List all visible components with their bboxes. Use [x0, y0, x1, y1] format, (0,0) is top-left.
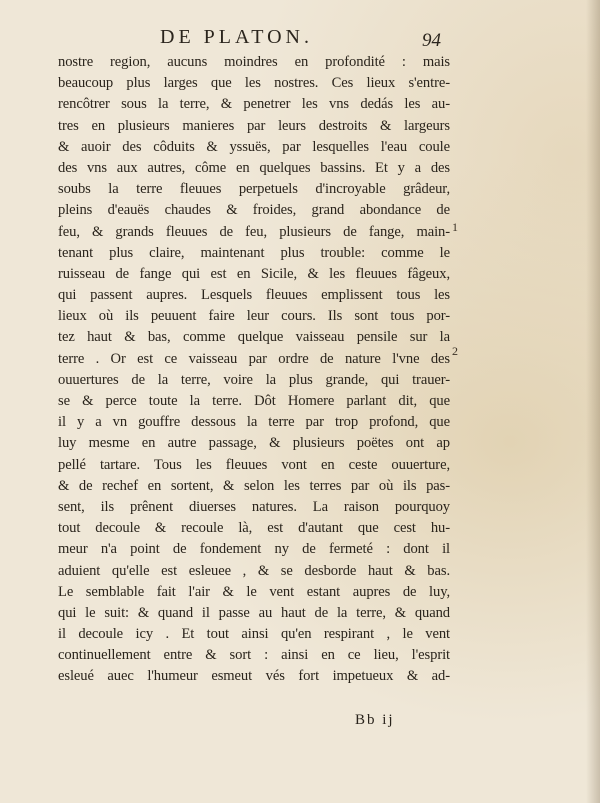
text-line: rencôtrer sous la terre, & penetrer les vns dedás les au-	[58, 96, 450, 113]
text-line: nostre region, aucuns moindres en profondité : mais	[58, 54, 450, 70]
text-line: tenant plus claire, maintenant plus trouble: comme le	[58, 244, 450, 261]
text-line: terre . Or est ce vaisseau par ordre de nature l'vne des	[58, 350, 450, 367]
text-line: esleué auec l'humeur esmeut vés fort impetueux & ad-	[58, 668, 450, 685]
text-line: soubs la terre fleuues perpetuels d'incroyable grâdeur,	[58, 181, 450, 198]
page-edge-shadow	[586, 0, 600, 803]
margin-note-1: 1	[452, 220, 458, 234]
text-line: tez haut & bas, comme quelque vaisseau pensile sur la	[58, 329, 450, 346]
body-text	[58, 52, 450, 688]
text-line: Le semblable fait l'air & le vent estant aupres de luy,	[58, 583, 450, 600]
folio-number: 94	[422, 30, 441, 51]
text-line: tres en plusieurs manieres par leurs destroits & largeurs	[58, 117, 450, 134]
text-line: aduient qu'elle est esleuee , & se desborde haut & bas.	[58, 562, 450, 579]
text-line: pleins d'eauës chaudes & froides, grand abondance de	[58, 202, 450, 219]
text-line: luy mesme en autre passage, & plusieurs poëtes ont ap	[58, 435, 450, 452]
text-line: lieux où ils peuuent faire leur cours. Ils sont tous por-	[58, 308, 450, 325]
text-line: sent, ils prênent diuerses natures. La raison pourquoy	[58, 498, 450, 515]
text-line: meur n'a point de fondement ny de fermeté : dont il	[58, 541, 450, 558]
text-line: pellé tartare. Tous les fleuues vont en ceste ouuerture,	[58, 456, 450, 473]
text-line: se & perce toute la terre. Dôt Homere parlant dit, que	[58, 393, 450, 409]
text-line: des vns aux autres, côme en quelques bassins. Et y a des	[58, 159, 450, 176]
text-line: qui le suit: & quand il passe au haut de la terre, & quand	[58, 604, 450, 621]
text-line: feu, & grands fleuues de feu, plusieurs de fange, main-	[58, 223, 450, 240]
text-line: & de rechef en sortent, & selon les terres par où ils pas-	[58, 477, 450, 494]
text-line: ruisseau de fange qui est en Sicile, & les fleuues fâgeux,	[58, 265, 450, 282]
margin-note-2: 2	[452, 344, 458, 358]
text-line: continuellement entre & sort : ainsi en ce lieu, l'esprit	[58, 647, 450, 664]
text-line: tout decoule & recoule là, est d'autant que cest hu-	[58, 520, 450, 537]
signature-mark: Bb ij	[355, 712, 395, 728]
text-line: ouuertures de la terre, voire la plus grande, qui trauer-	[58, 371, 450, 388]
text-line: il y a vn gouffre dessous la terre par trop profond, que	[58, 414, 450, 431]
text-line: il decoule icy . Et tout ainsi qu'en respirant , le vent	[58, 626, 450, 643]
text-line: qui passent aupres. Lesquels fleuues emplissent tous les	[58, 287, 450, 304]
text-line: & auoir des côduits & yssuës, par lesquelles l'eau coule	[58, 138, 450, 155]
running-title: DE PLATON.	[160, 26, 313, 48]
text-line: beaucoup plus larges que les nostres. Ces lieux s'entre-	[58, 75, 450, 92]
